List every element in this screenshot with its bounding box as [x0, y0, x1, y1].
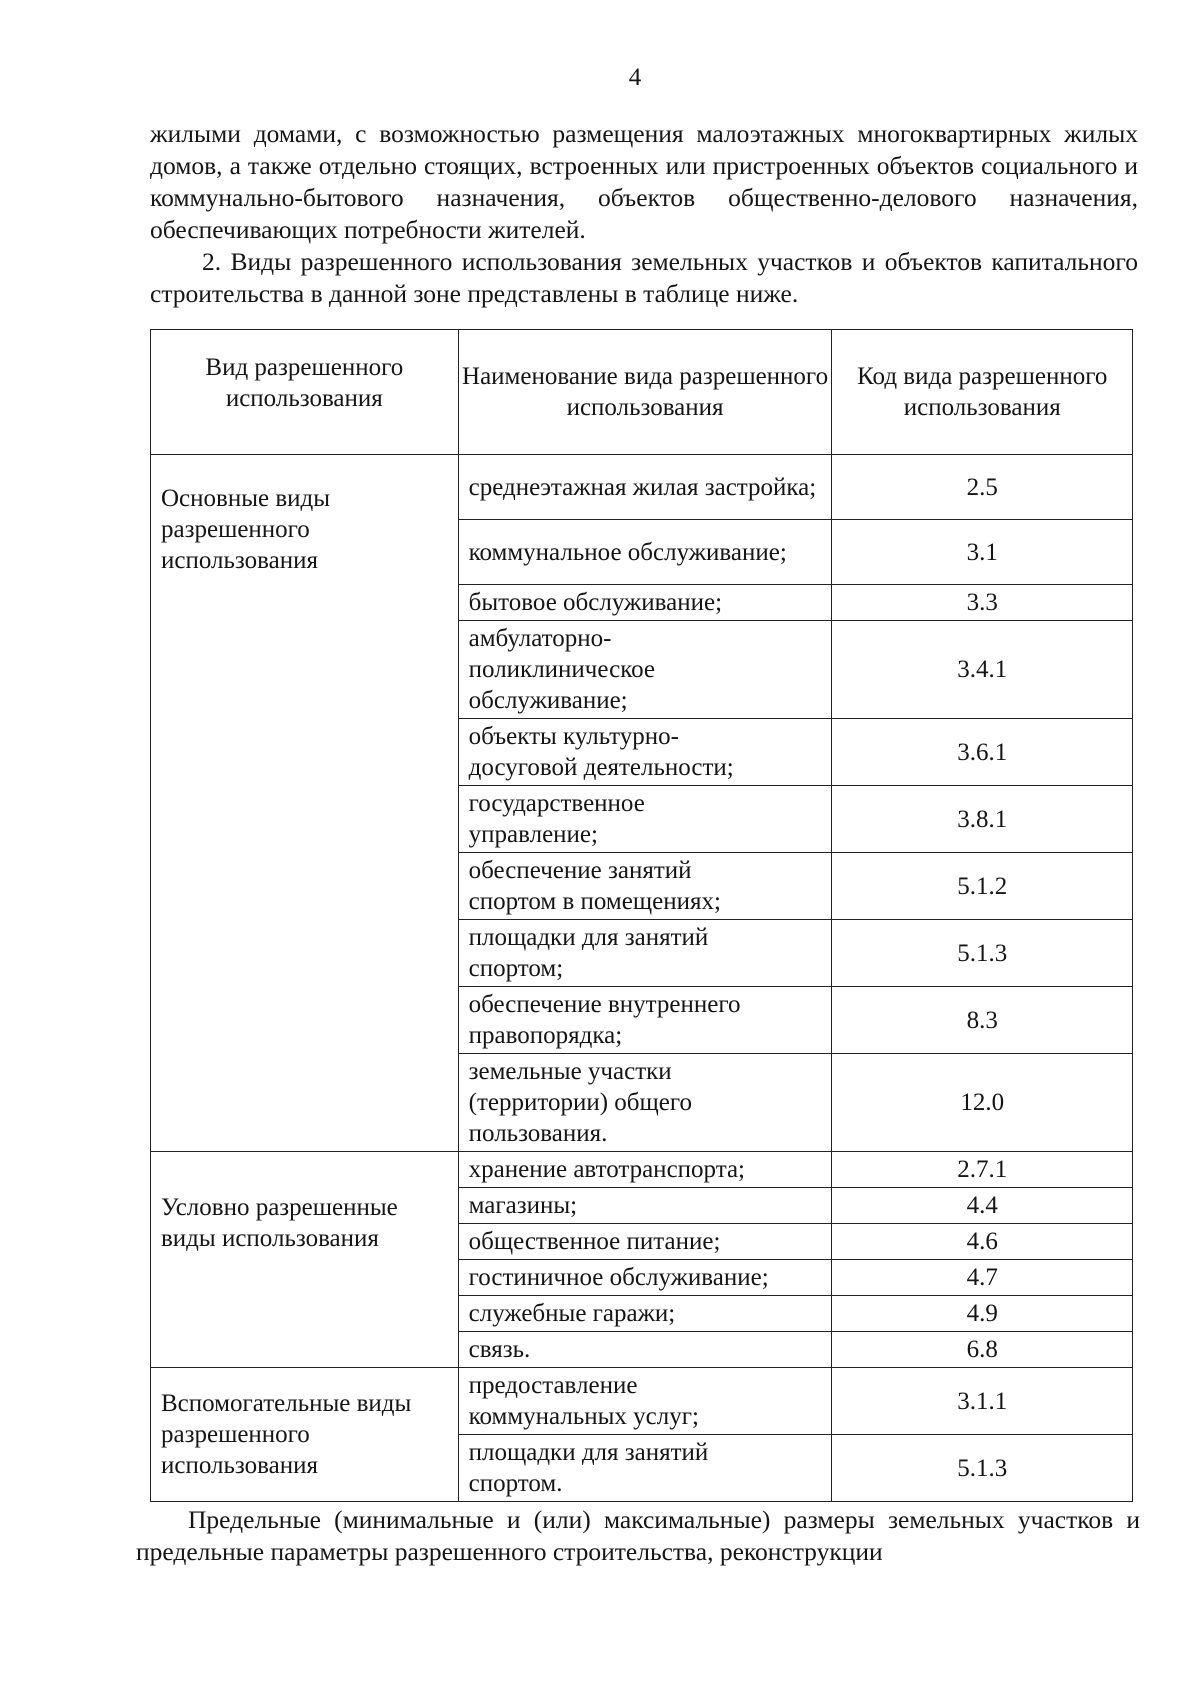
use-code: 3.6.1 [832, 719, 1133, 786]
use-name: магазины; [458, 1188, 832, 1224]
use-name [458, 987, 832, 1054]
table-row [151, 1368, 1133, 1435]
use-name-text: объекты культурно-досуговой деятельности; [468, 723, 734, 781]
use-code: 3.3 [832, 585, 1133, 621]
use-name-text: земельные участки (территории) общего пользования. [468, 1058, 692, 1147]
use-name [458, 786, 832, 853]
use-name [458, 1054, 832, 1152]
use-name-text: амбулаторно-поликлиническое обслуживание; [468, 625, 655, 714]
page-number: 4 [628, 64, 642, 91]
use-name-text: государственное управление; [468, 790, 645, 848]
header-use-name: Наименование вида разрешенного использования [458, 330, 832, 455]
use-name [458, 1368, 832, 1435]
group-label-conditional: Условно разрешенные виды использования [151, 1152, 459, 1368]
use-name: коммунальное обслуживание; [458, 520, 832, 585]
use-name: бытовое обслуживание; [458, 585, 832, 621]
paragraph-limits: Предельные (минимальные и (или) максимальные) размеры земельных участков и предельные параметры разрешенного строительства, реконструкции [136, 1505, 1140, 1566]
use-code: 12.0 [832, 1054, 1133, 1152]
header-use-code: Код вида разрешенного использования [832, 330, 1133, 455]
table-row [151, 455, 1133, 520]
use-name [458, 1435, 832, 1502]
use-code: 2.7.1 [832, 1152, 1133, 1188]
use-name [458, 719, 832, 786]
use-name [458, 853, 832, 920]
header-use-type: Вид разрешенного использования [151, 330, 459, 455]
use-code: 3.1.1 [832, 1368, 1133, 1435]
use-code: 5.1.3 [832, 920, 1133, 987]
use-name-text: площадки для занятий спортом. [468, 1439, 709, 1497]
use-code: 3.8.1 [832, 786, 1133, 853]
use-code: 8.3 [832, 987, 1133, 1054]
use-name: связь. [458, 1332, 832, 1368]
use-name-text: предоставление коммунальных услуг; [468, 1372, 699, 1430]
use-name: гостиничное обслуживание; [458, 1260, 832, 1296]
use-code: 3.4.1 [832, 621, 1133, 719]
paragraph-intro: жилыми домами, с возможностью размещения малоэтажных многоквартирных жилых домов, а также отдельно стоящих, встроенных или пристроенных объектов социального и коммунально-бытового назначения, объектов общественно-делового назначения, обеспечивающих потребности жителей. [150, 119, 1138, 244]
use-code: 3.1 [832, 520, 1133, 585]
use-code: 4.4 [832, 1188, 1133, 1224]
use-name-text: площадки для занятий спортом; [468, 924, 709, 982]
use-name [458, 920, 832, 987]
use-name-text: обеспечение занятий спортом в помещениях; [468, 857, 721, 915]
group-label-main: Основные виды разрешенного использования [151, 455, 459, 1152]
use-name [458, 621, 832, 719]
use-code: 4.7 [832, 1260, 1133, 1296]
use-code: 5.1.3 [832, 1435, 1133, 1502]
use-code: 5.1.2 [832, 853, 1133, 920]
use-name: среднеэтажная жилая застройка; [458, 455, 832, 520]
use-code: 6.8 [832, 1332, 1133, 1368]
use-name: общественное питание; [458, 1224, 832, 1260]
table-header-row [151, 330, 1133, 455]
use-code: 4.9 [832, 1296, 1133, 1332]
group-label-auxiliary: Вспомогательные виды разрешенного использования [151, 1368, 459, 1502]
use-name: служебные гаражи; [458, 1296, 832, 1332]
use-code: 4.6 [832, 1224, 1133, 1260]
land-use-table [150, 329, 1133, 1502]
paragraph-2: 2. Виды разрешенного использования земельных участков и объектов капитального строительства в данной зоне представлены в таблице ниже. [150, 247, 1138, 308]
table-row [151, 1152, 1133, 1188]
use-name: хранение автотранспорта; [458, 1152, 832, 1188]
use-name-text: обеспечение внутреннего правопорядка; [468, 991, 741, 1049]
use-code: 2.5 [832, 455, 1133, 520]
